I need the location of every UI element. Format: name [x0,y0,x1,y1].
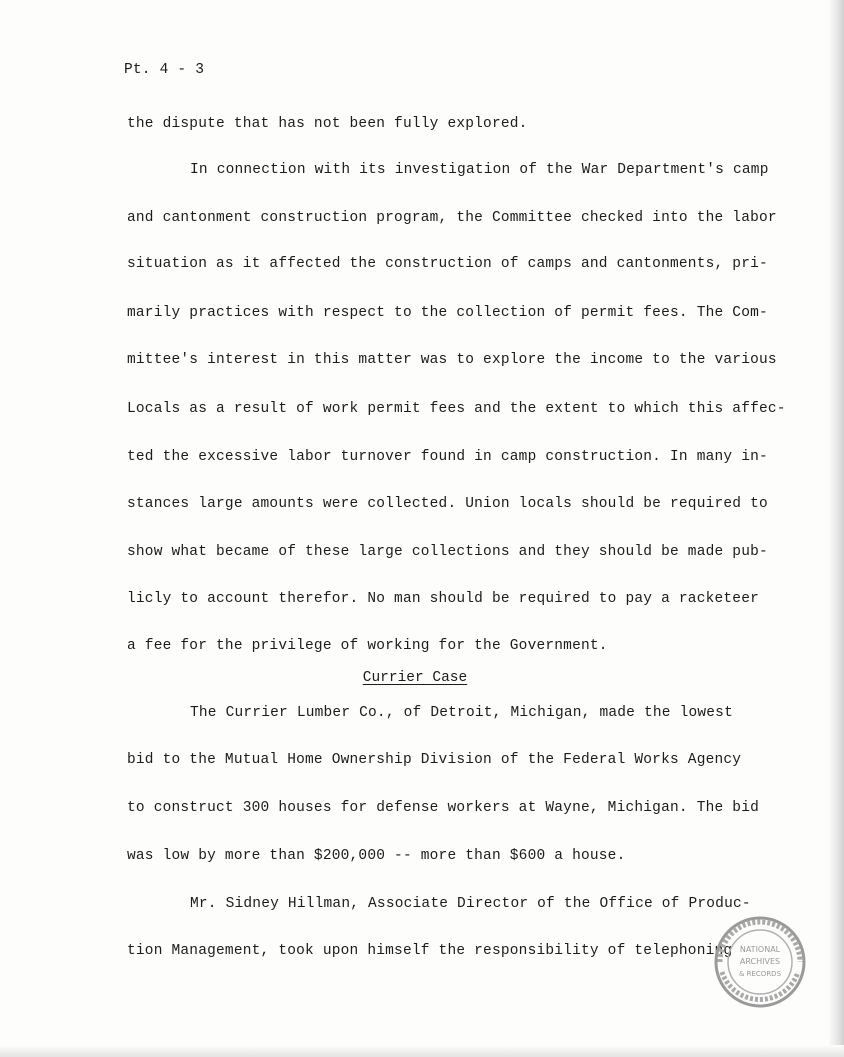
text-line: show what became of these large collections and they should be made pub- [127,544,768,560]
text-line: Locals as a result of work permit fees and the extent to which this affec- [127,401,786,417]
page-edge-shadow [828,0,844,1057]
section-heading: Currier Case [362,670,468,686]
archives-seal-stamp [710,912,810,1012]
page-number: Pt. 4 - 3 [124,62,205,78]
text-line: and cantonment construction program, the Committee checked into the labor [127,210,777,226]
text-line: In connection with its investigation of the War Department's camp [190,162,769,178]
text-line: a fee for the privilege of working for the Government. [127,638,608,654]
text-line: The Currier Lumber Co., of Detroit, Michigan, made the lowest [190,705,733,721]
svg-text:ARCHIVES: ARCHIVES [739,957,781,966]
text-line: the dispute that has not been fully explored. [127,116,528,132]
text-line: tion Management, took upon himself the responsibility of telephoning [127,943,733,959]
text-line: situation as it affected the construction of camps and cantonments, pri- [127,256,768,272]
text-line: was low by more than $200,000 -- more than $600 a house. [127,848,626,864]
page-bottom-shadow [0,1045,844,1057]
text-line: licly to account therefor. No man should be required to pay a racketeer [127,591,760,607]
text-line: stances large amounts were collected. Union locals should be required to [127,496,768,512]
text-line: ted the excessive labor turnover found in camp construction. In many in- [127,449,768,465]
text-line: mittee's interest in this matter was to explore the income to the various [127,352,777,368]
text-line: marily practices with respect to the collection of permit fees. The Com- [127,305,768,321]
text-line: to construct 300 houses for defense workers at Wayne, Michigan. The bid [127,800,760,816]
text-line: bid to the Mutual Home Ownership Division of the Federal Works Agency [127,752,742,768]
svg-text:NATIONAL: NATIONAL [739,945,781,954]
text-line: Mr. Sidney Hillman, Associate Director of the Office of Produc- [190,896,751,912]
svg-text:& RECORDS: & RECORDS [738,970,782,978]
